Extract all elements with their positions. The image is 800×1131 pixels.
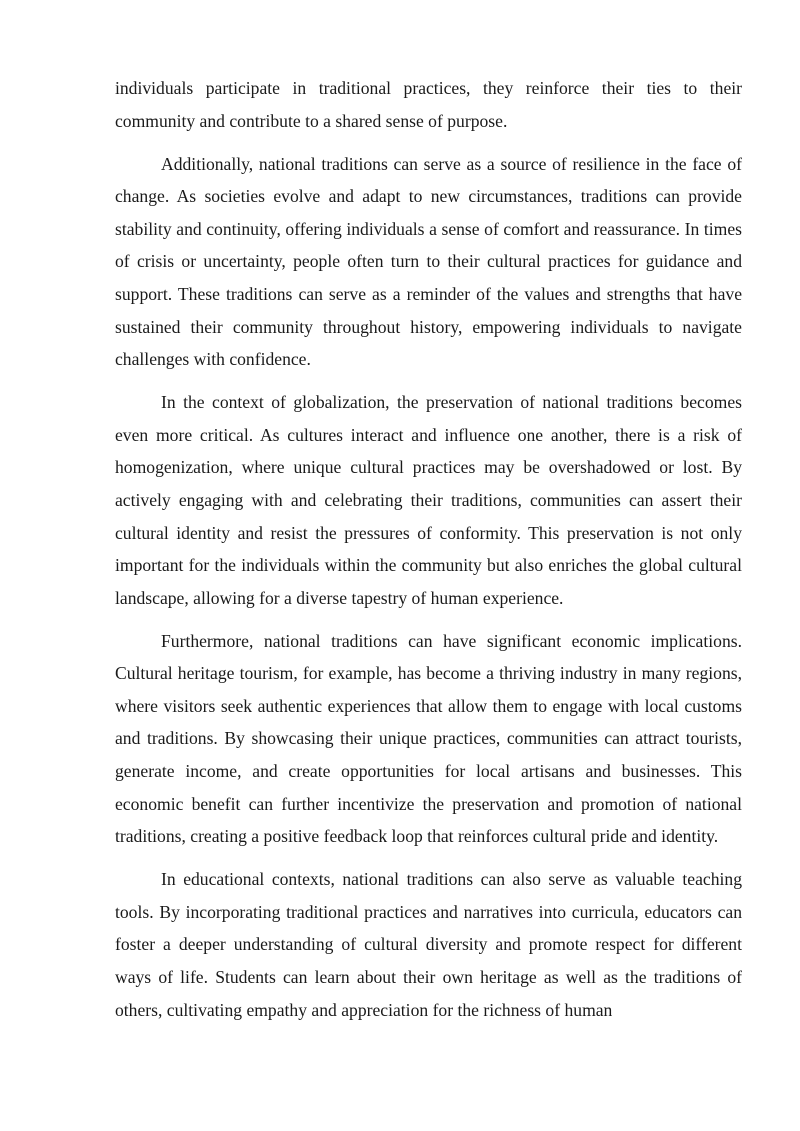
paragraph-resilience: Additionally, national traditions can serve as a source of resilience in the face of change. As societies evolve and adapt to new circumstances, traditions can provide stability and continuity, offering individuals a sense of comfort and reassurance. In times of crisis or uncertainty, people often turn to their cultural practices for guidance and support. These traditions can serve as a reminder of the values and strengths that have sustained their community throughout history, empowering individuals to navigate challenges with confidence. — [115, 153, 742, 370]
document-body — [115, 72, 742, 1026]
paragraph-economic: Furthermore, national traditions can have significant economic implications. Cultural heritage tourism, for example, has become a thriving industry in many regions, where visitors seek authentic experiences that allow them to engage with local customs and traditions. By showcasing their unique practices, communities can attract tourists, generate income, and create opportunities for local artisans and businesses. This economic benefit can further incentivize the preservation and promotion of national traditions, creating a positive feedback loop that reinforces cultural pride and identity. — [115, 630, 742, 847]
paragraph-globalization: In the context of globalization, the preservation of national traditions becomes even more critical. As cultures interact and influence one another, there is a risk of homogenization, where unique cultural practices may be overshadowed or lost. By actively engaging with and celebrating their traditions, communities can assert their cultural identity and resist the pressures of conformity. This preservation is not only important for the individuals within the community but also enriches the global cultural landscape, allowing for a diverse tapestry of human experience. — [115, 392, 742, 608]
paragraph-continued: individuals participate in traditional practices, they reinforce their ties to their community and contribute to a shared sense of purpose. — [115, 78, 742, 131]
paragraph-educational: In educational contexts, national traditions can also serve as valuable teaching tools. By incorporating traditional practices and narratives into curricula, educators can foster a deeper understanding of cultural diversity and promote respect for different ways of life. Students can learn about their own heritage as well as the traditions of others, cultivating empathy and appreciation for the richness of human — [115, 869, 742, 1020]
